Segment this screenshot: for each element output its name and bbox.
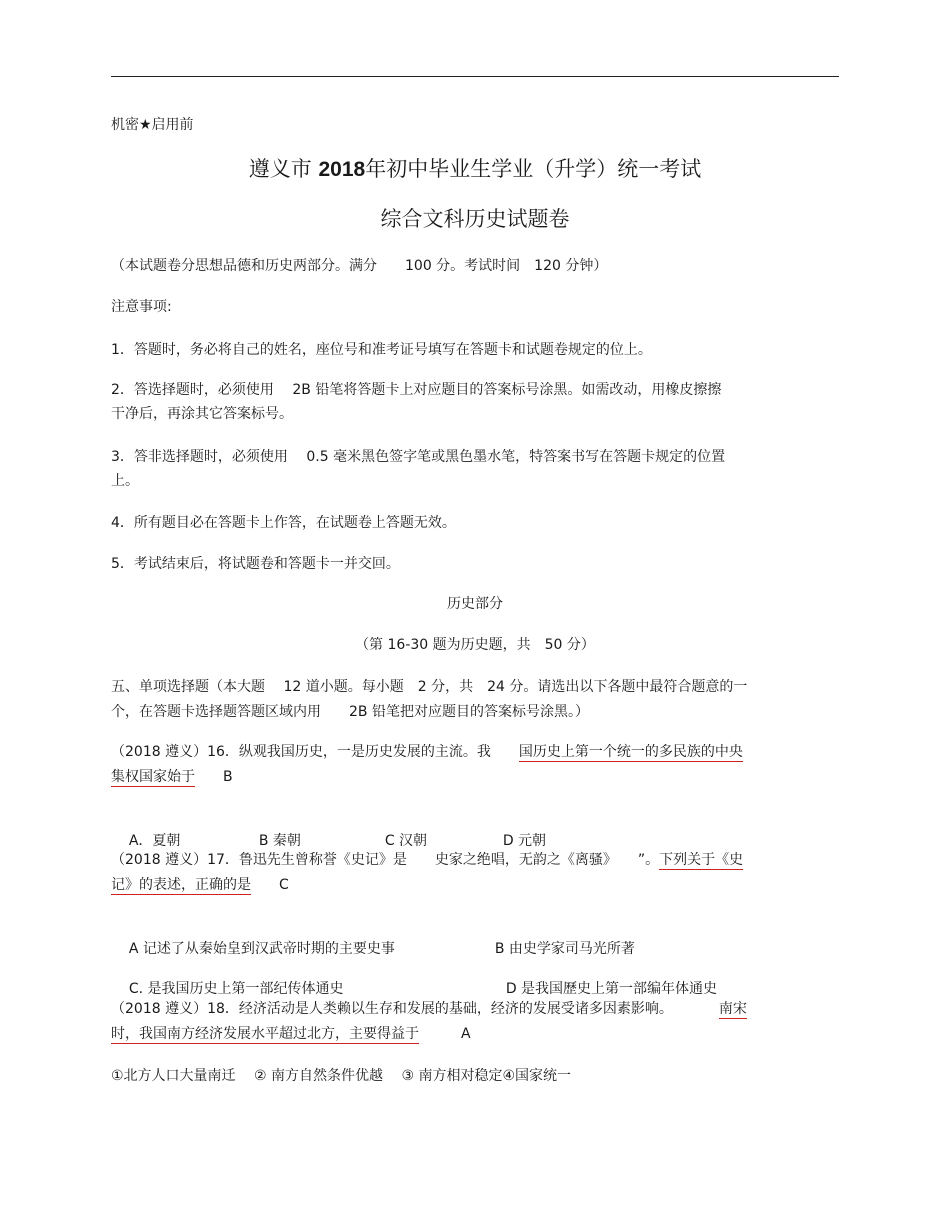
section-instructions: 五、单项选择题（本大题 12 道小题。每小题 2 分，共 24 分。请选出以下各题中最符合题意的一 bbox=[111, 679, 748, 695]
top-rule bbox=[111, 76, 839, 77]
question-16: （2018 遵义）16．纵观我国历史，一是历史发展的主流。我 国历史上第一个统一的多民族的中央 bbox=[111, 744, 743, 760]
notice-heading: 注意事项: bbox=[111, 299, 172, 315]
option-a: A．夏朝 bbox=[128, 833, 181, 849]
question-17: （2018 遵义）17．鲁迅先生曾称誉《史记》是 史家之绝唱，无韵之《离骚》 ”。下列关于《史 bbox=[111, 852, 744, 868]
underline-mark: 南宋 bbox=[718, 1001, 747, 1017]
exam-intro: （本试题卷分思想品德和历史两部分。满分 100 分。考试时间 120 分钟） bbox=[111, 258, 608, 274]
option-a: A 记述了从秦始皇到汉武帝时期的主要史事 bbox=[128, 941, 395, 957]
option-c: C. 是我国历史上第一部纪传体通史 bbox=[128, 981, 344, 997]
question-17-cont bbox=[111, 875, 289, 895]
exam-subtitle: 综合文科历史试题卷 bbox=[380, 207, 570, 231]
section-title: 历史部分 bbox=[447, 596, 503, 612]
option-b: B 由史学家司马光所著 bbox=[494, 941, 635, 957]
question-16-cont bbox=[111, 767, 233, 787]
section-instructions-cont: 个，在答题卡选择题答题区域内用 2B 铅笔把对应题目的答案标号涂黑。） bbox=[111, 704, 589, 720]
exam-title: 遵义市 2018年初中毕业生学业（升学）统一考试 bbox=[248, 157, 702, 181]
choices-18: ①北方人口大量南迁 ② 南方自然条件优越 ③ 南方相对稳定④国家统一 bbox=[111, 1068, 572, 1084]
notice-item: 1．答题时，务必将自己的姓名，座位号和准考证号填写在答题卡和试题卷规定的位上。 bbox=[111, 342, 652, 358]
answer-mark: C bbox=[279, 877, 289, 893]
secret-label: 机密★启用前 bbox=[111, 117, 194, 133]
option-d: D 是我国歷史上第一部编年体通史 bbox=[505, 981, 718, 997]
notice-item-cont: 上。 bbox=[111, 473, 139, 489]
underline-mark: 时，我国南方经济发展水平超过北方，主要得益于 bbox=[111, 1026, 419, 1042]
underline-mark: 集权国家始于 bbox=[111, 769, 195, 785]
question-18: （2018 遵义）18．经济活动是人类赖以生存和发展的基础，经济的发展受诸多因素影响。 南宋 bbox=[111, 1001, 747, 1017]
notice-item: 2．答选择题时，必须使用 2B 铅笔将答题卡上对应题目的答案标号涂黑。如需改动，用橡皮擦擦 bbox=[111, 382, 722, 398]
notice-item: 4．所有题目必在答题卡上作答，在试题卷上答题无效。 bbox=[111, 515, 456, 531]
notice-item: 5．考试结束后，将试题卷和答题卡一并交回。 bbox=[111, 556, 400, 572]
underline-mark: 记》的表述，正确的是 bbox=[111, 877, 251, 893]
underline-mark: 下列关于《史 bbox=[659, 852, 744, 868]
notice-item: 3．答非选择题时，必须使用 0.5 毫米黑色签字笔或黑色墨水笔，特答案书写在答题卡规定的位置 bbox=[111, 449, 726, 465]
question-18-cont bbox=[111, 1024, 471, 1044]
answer-mark: A bbox=[461, 1026, 471, 1042]
option-d: D 元朝 bbox=[502, 833, 547, 849]
option-b: B 秦朝 bbox=[258, 833, 301, 849]
option-c: C 汉朝 bbox=[384, 833, 428, 849]
section-note: （第 16-30 题为历史题，共 50 分） bbox=[355, 637, 595, 653]
notice-item-cont: 干净后，再涂其它答案标号。 bbox=[111, 406, 293, 422]
underline-mark: 国历史上第一个统一的多民族的中央 bbox=[518, 744, 743, 760]
answer-mark: B bbox=[223, 769, 233, 785]
